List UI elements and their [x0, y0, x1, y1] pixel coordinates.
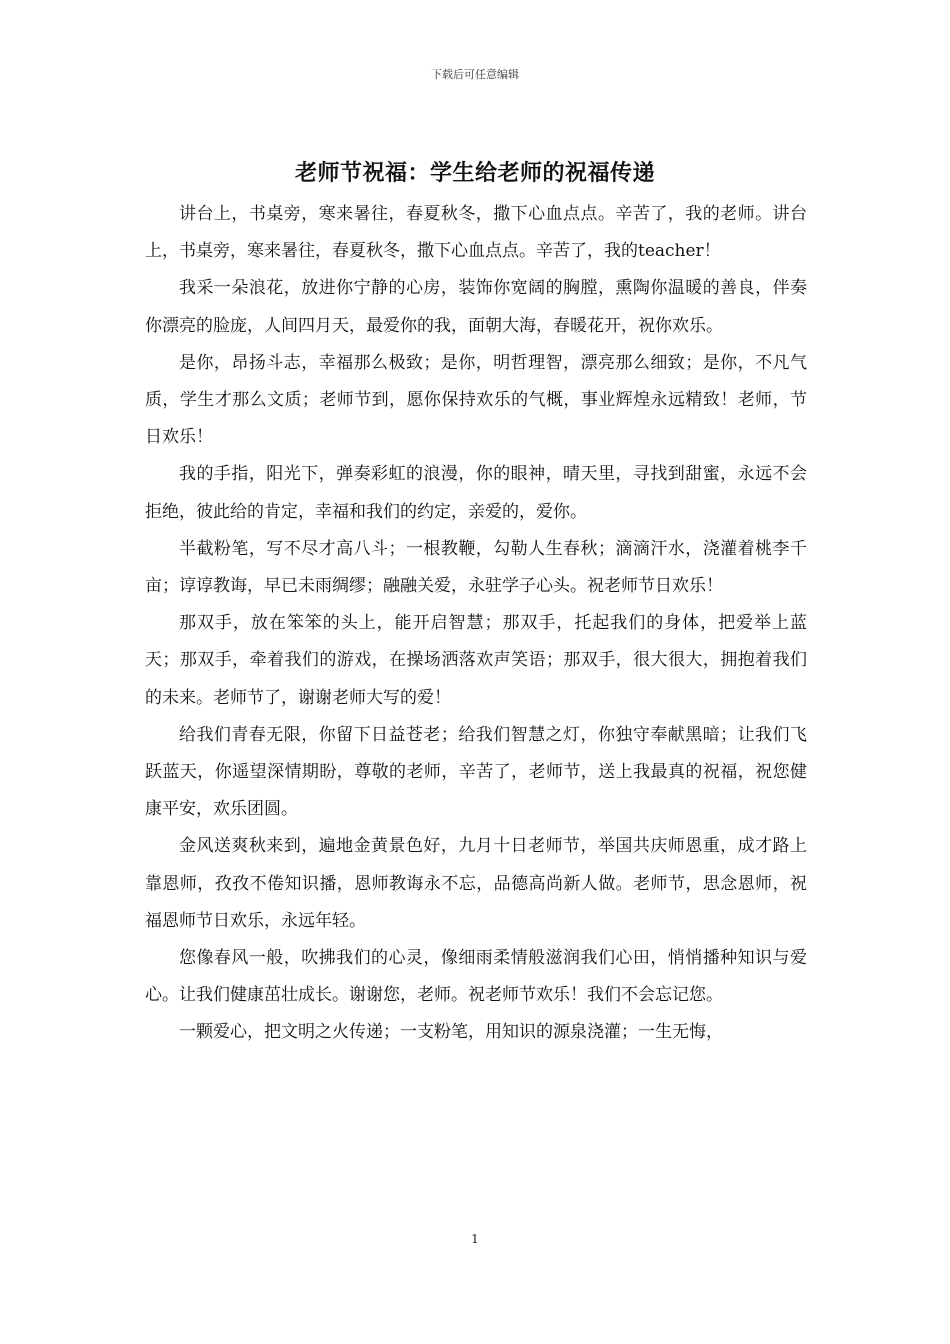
paragraph-8: 金风送爽秋来到，遍地金黄景色好，九月十日老师节，举国共庆师恩重，成才路上靠恩师，孜孜不倦知识播，恩师教诲永不忘，品德高尚新人做。老师节，思念恩师，祝福恩师节日欢乐，永远年轻。: [145, 836, 807, 931]
paragraph-2: 我采一朵浪花，放进你宁静的心房，装饰你宽阔的胸膛，熏陶你温暖的善良，伴奏你漂亮的脸庞，人间四月天，最爱你的我，面朝大海，春暖花开，祝你欢乐。: [145, 278, 807, 336]
paragraph-6: 那双手，放在笨笨的头上，能开启智慧；那双手，托起我们的身体，把爱举上蓝天；那双手，牵着我们的游戏，在操场洒落欢声笑语；那双手，很大很大，拥抱着我们的未来。老师节了，谢谢老师大写的爱！: [145, 613, 807, 708]
paragraph-5: 半截粉笔，写不尽才高八斗；一根教鞭，勾勒人生春秋；滴滴汗水，浇灌着桃李千亩；谆谆教诲，早已未雨绸缪；融融关爱，永驻学子心头。祝老师节日欢乐！: [145, 538, 807, 597]
paragraph-9: 您像春风一般，吹拂我们的心灵，像细雨柔情般滋润我们心田，悄悄播种知识与爱心。让我们健康茁壮成长。谢谢您，老师。祝老师节欢乐！我们不会忘记您。: [145, 948, 807, 1006]
article-body: [145, 196, 807, 1052]
paragraph-10: 一颗爱心，把文明之火传递；一支粉笔，用知识的源泉浇灌；一生无悔，: [179, 1022, 723, 1043]
paragraph-3: 是你，昂扬斗志，幸福那么极致；是你，明哲理智，漂亮那么细致；是你，不凡气质，学生才那么文质；老师节到，愿你保持欢乐的气概，事业辉煌永远精致！老师，节日欢乐！: [145, 352, 807, 448]
paragraph-1: 讲台上，书桌旁，寒来暑往，春夏秋冬，撒下心血点点。辛苦了，我的老师。讲台上，书桌旁，寒来暑往，春夏秋冬，撒下心血点点。辛苦了，我的teacher！: [145, 204, 807, 262]
paragraph-7: 给我们青春无限，你留下日益苍老；给我们智慧之灯，你独守奉献黑暗；让我们飞跃蓝天，你遥望深情期盼，尊敬的老师，辛苦了，老师节，送上我最真的祝福，祝您健康平安，欢乐团圆。: [145, 724, 807, 820]
page-title: 老师节祝福：学生给老师的祝福传递: [294, 160, 655, 186]
header-note: 下载后可任意编辑: [431, 68, 519, 81]
page-number: 1: [471, 1232, 479, 1246]
paragraph-4: 我的手指，阳光下，弹奏彩虹的浪漫，你的眼神，晴天里，寻找到甜蜜，永远不会拒绝，彼此给的肯定，幸福和我们的约定，亲爱的，爱你。: [145, 464, 807, 522]
